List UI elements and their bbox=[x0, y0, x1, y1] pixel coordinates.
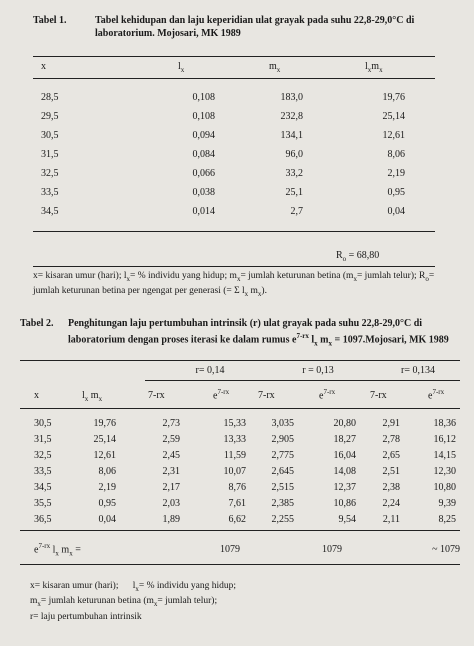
table2-cell: 32,5 bbox=[34, 450, 52, 461]
table2-cell: 8,06 bbox=[98, 466, 116, 477]
table2-cell: 7,61 bbox=[228, 498, 246, 509]
table2-header-7rx-1: 7-rx bbox=[148, 390, 165, 401]
table2-number: Tabel 2. bbox=[20, 318, 54, 329]
table1-cell: 0,95 bbox=[387, 187, 405, 198]
table2-cell: 2,775 bbox=[271, 450, 294, 461]
table1-cell: 33,2 bbox=[285, 168, 303, 179]
table2-r-header-rule bbox=[145, 380, 460, 381]
table1-header-lxmx: $l_xm_x$ bbox=[365, 61, 383, 74]
table2-cell: 10,80 bbox=[433, 482, 456, 493]
table2-cell: 1,89 bbox=[162, 514, 180, 525]
table2-cell: 2,78 bbox=[382, 434, 400, 445]
table2-cell: 19,76 bbox=[93, 418, 116, 429]
table2-cell: 0,95 bbox=[98, 498, 116, 509]
table2-cell: 2,38 bbox=[382, 482, 400, 493]
table1-cell: 25,1 bbox=[285, 187, 303, 198]
table2-cell: 18,27 bbox=[333, 434, 356, 445]
table1-cell: 0,108 bbox=[192, 92, 215, 103]
table2-cell: 12,61 bbox=[93, 450, 116, 461]
table2-cell: 0,04 bbox=[98, 514, 116, 525]
table2-cell: 18,36 bbox=[433, 418, 456, 429]
table2-header-e-2: $e^{7-rx}$ bbox=[319, 388, 336, 402]
table1-cell: 0,014 bbox=[192, 206, 215, 217]
table2-header-rule bbox=[20, 408, 460, 409]
table2-cell: 14,15 bbox=[433, 450, 456, 461]
table2-sum-2: 1079 bbox=[322, 544, 342, 555]
table2-cell: 12,30 bbox=[433, 466, 456, 477]
table1-cell: 29,5 bbox=[41, 111, 59, 122]
table1-cell: 2,19 bbox=[387, 168, 405, 179]
table1-footer-rule bbox=[33, 266, 435, 267]
table2-header-lxmx: $l_x$ $m_x$ bbox=[82, 390, 103, 403]
table1-cell: 30,5 bbox=[41, 130, 59, 141]
table2-cell: 16,04 bbox=[333, 450, 356, 461]
table1-header-x: x bbox=[41, 61, 46, 72]
table1-cell: 25,14 bbox=[382, 111, 405, 122]
table2-cell: 20,80 bbox=[333, 418, 356, 429]
table2-cell: 2,905 bbox=[271, 434, 294, 445]
table2-cell: 33,5 bbox=[34, 466, 52, 477]
table2-cell: 25,14 bbox=[93, 434, 116, 445]
table2-note-3: r= laju pertumbuhan intrinsik bbox=[30, 611, 142, 622]
table2-cell: 2,255 bbox=[271, 514, 294, 525]
table2-sum-1: 1079 bbox=[220, 544, 240, 555]
table2-cell: 12,37 bbox=[333, 482, 356, 493]
table2-cell: 2,17 bbox=[162, 482, 180, 493]
table2-cell: 2,11 bbox=[382, 514, 400, 525]
table2-bottom-rule bbox=[20, 564, 460, 565]
table2-cell: 2,19 bbox=[98, 482, 116, 493]
table1-cell: 19,76 bbox=[382, 92, 405, 103]
table2-cell: 9,39 bbox=[438, 498, 456, 509]
table2-cell: 2,515 bbox=[271, 482, 294, 493]
table2-cell: 10,86 bbox=[333, 498, 356, 509]
table2-cell: 2,59 bbox=[162, 434, 180, 445]
table1-ro: $R_o = 68,80$ bbox=[336, 250, 380, 263]
table2-cell: 13,33 bbox=[223, 434, 246, 445]
table2-r-header-1: r= 0,14 bbox=[195, 365, 225, 376]
table2-sum-3: ~ 1079 bbox=[432, 544, 460, 555]
table1-notes: x= kisaran umur (hari); $l_x=$ % individu yang hidup; $m_x=$ jumlah keturunan betina ($m_x=$ jumlah telur); $R_o=$ jumlah keturunan betina per ngengat per generasi (= Σ $l_x$ $m_x$). bbox=[33, 271, 435, 298]
table1-number: Tabel 1. bbox=[33, 15, 67, 26]
table2-top-rule bbox=[20, 360, 460, 361]
table1-cell: 0,094 bbox=[192, 130, 215, 141]
table2-cell: 6,62 bbox=[228, 514, 246, 525]
table2-cell: 8,25 bbox=[438, 514, 456, 525]
table1-top-rule bbox=[33, 56, 435, 57]
table1-cell: 34,5 bbox=[41, 206, 59, 217]
table2-header-e-1: $e^{7-rx}$ bbox=[213, 388, 230, 402]
table1-cell: 12,61 bbox=[382, 130, 405, 141]
table2-cell: 2,03 bbox=[162, 498, 180, 509]
table1-cell: 0,04 bbox=[387, 206, 405, 217]
table2-cell: 36,5 bbox=[34, 514, 52, 525]
table1-header-rule bbox=[33, 78, 435, 79]
table2-cell: 2,65 bbox=[382, 450, 400, 461]
table2-cell: 31,5 bbox=[34, 434, 52, 445]
table1-caption-text: Tabel kehidupan dan laju keperidian ulat grayak pada suhu 22,8-29,0°C di laboratorium. Mojosari, MK 1989 bbox=[95, 15, 415, 39]
table2-r-header-3: r= 0,134 bbox=[401, 365, 435, 376]
table2-header-7rx-2: 7-rx bbox=[258, 390, 275, 401]
table1-cell: 33,5 bbox=[41, 187, 59, 198]
table2-cell: 2,24 bbox=[382, 498, 400, 509]
table2-cell: 16,12 bbox=[433, 434, 456, 445]
table1-cell: 28,5 bbox=[41, 92, 59, 103]
table2-header-e-3: $e^{7-rx}$ bbox=[428, 388, 445, 402]
table2-cell: 10,07 bbox=[223, 466, 246, 477]
table2-body-rule bbox=[20, 530, 460, 531]
table2-cell: 30,5 bbox=[34, 418, 52, 429]
table2-cell: 2,45 bbox=[162, 450, 180, 461]
table1-cell: 183,0 bbox=[280, 92, 303, 103]
table1-header-mx: $m_x$ bbox=[269, 61, 281, 74]
table2-cell: 9,54 bbox=[338, 514, 356, 525]
table2-header-x: x bbox=[34, 390, 39, 401]
table1-cell: 31,5 bbox=[41, 149, 59, 160]
table2-cell: 2,645 bbox=[271, 466, 294, 477]
table1-cell: 0,066 bbox=[192, 168, 215, 179]
table1-cell: 0,108 bbox=[192, 111, 215, 122]
table1-bottom-rule bbox=[33, 231, 435, 232]
table2-header-7rx-3: 7-rx bbox=[370, 390, 387, 401]
table2-cell: 11,59 bbox=[223, 450, 246, 461]
table2-cell: 2,73 bbox=[162, 418, 180, 429]
table2-cell: 35,5 bbox=[34, 498, 52, 509]
table2-cell: 8,76 bbox=[228, 482, 246, 493]
table2-r-header-2: r = 0,13 bbox=[302, 365, 334, 376]
table2-caption-text: Penghitungan laju pertumbuhan intrinsik (r) ulat grayak pada suhu 22,8-29,0°C di laboratorium dengan proses iterasi ke dalam rumus $e^{7-rx}$ $l_x$ $m_x$ = 1097.Mojosari, MK 1989 bbox=[68, 318, 449, 348]
table2-note-2: $m_x=$ jumlah keturunan betina ($m_x=$ jumlah telur); bbox=[30, 596, 218, 609]
table1-cell: 0,038 bbox=[192, 187, 215, 198]
table1-header-lx: $l_x$ bbox=[178, 61, 185, 74]
table2-notes bbox=[30, 580, 450, 623]
table2-cell: 15,33 bbox=[223, 418, 246, 429]
table1-cell: 8,06 bbox=[387, 149, 405, 160]
table1-cell: 232,8 bbox=[280, 111, 303, 122]
table2-cell: 2,51 bbox=[382, 466, 400, 477]
table1-cell: 2,7 bbox=[290, 206, 303, 217]
table1-cell: 96,0 bbox=[285, 149, 303, 160]
table1-cell: 134,1 bbox=[280, 130, 303, 141]
table2-note-1: x= kisaran umur (hari); $l_x=$ % individu yang hidup; bbox=[30, 581, 237, 593]
table2-cell: 2,91 bbox=[382, 418, 400, 429]
table2-cell: 2,385 bbox=[271, 498, 294, 509]
table2-cell: 14,08 bbox=[333, 466, 356, 477]
table1-cell: 32,5 bbox=[41, 168, 59, 179]
table2-cell: 3,035 bbox=[271, 418, 294, 429]
table2-cell: 34,5 bbox=[34, 482, 52, 493]
table2-cell: 2,31 bbox=[162, 466, 180, 477]
table1-cell: 0,084 bbox=[192, 149, 215, 160]
table2-sum-label: $e^{7-rx}$ $l_x$ $m_x$ = bbox=[34, 542, 81, 558]
